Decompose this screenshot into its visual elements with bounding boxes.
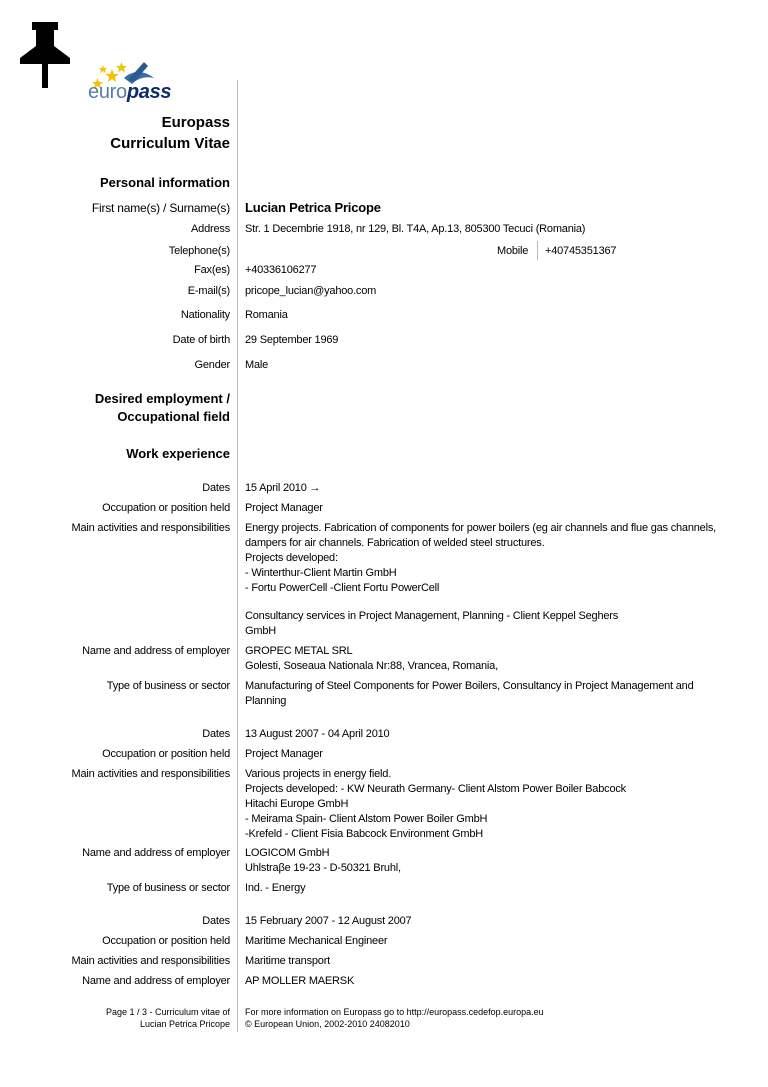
europass-logo-text: europass bbox=[88, 81, 172, 103]
email-label: E-mail(s) bbox=[187, 285, 230, 297]
activities-value: Energy projects. Fabrication of components for power boilers (eg air channels and flue gas channels, dampers for air channels. Fabrication of welded steel structures. Projects developed: - Winterthur-Client Martin GmbH - Fortu PowerCell -Client Fortu PowerCell bbox=[245, 522, 716, 594]
cv-title-line1: Europass bbox=[161, 114, 230, 131]
occupation-value: Project Manager bbox=[245, 502, 323, 514]
employer-value: AP MOLLER MAERSK bbox=[245, 975, 355, 987]
address-value: Str. 1 Decembrie 1918, nr 129, Bl. T4A, Ap.13, 805300 Tecuci (Romania) bbox=[245, 223, 586, 235]
cv-title-line2: Curriculum Vitae bbox=[110, 135, 230, 152]
occupation-label: Occupation or position held bbox=[102, 748, 230, 760]
occupation-value: Maritime Mechanical Engineer bbox=[245, 935, 388, 947]
activities-value: Maritime transport bbox=[245, 955, 331, 967]
activities-value-consultancy: Consultancy services in Project Management, Planning - Client Keppel Seghers GmbH bbox=[245, 610, 619, 637]
fax-value: +40336106277 bbox=[245, 264, 317, 276]
occupation-value: Project Manager bbox=[245, 748, 323, 760]
column-divider bbox=[237, 80, 238, 1032]
nationality-label: Nationality bbox=[180, 309, 230, 321]
footer-info bbox=[245, 1006, 544, 1030]
business-value: Manufacturing of Steel Components for Power Boilers, Consultancy in Project Management and Planning bbox=[245, 680, 694, 707]
desired-employment-heading-line1: Desired employment / bbox=[94, 391, 230, 406]
employer-value: GROPEC METAL SRL Golesti, Soseaua Nationala Nr:88, Vrancea, Romania, bbox=[245, 645, 498, 672]
employer-label: Name and address of employer bbox=[82, 645, 230, 657]
activities-value: Various projects in energy field. Projects developed: - KW Neurath Germany- Client Alstom Power Boiler Babcock Hitachi Europe GmbH - Meirama Spain- Client Alstom Power Boiler GmbH -Krefeld - Client Fisia Babcock Environment GmbH bbox=[245, 768, 626, 840]
desired-employment-heading-line2: Occupational field bbox=[117, 409, 230, 424]
work-experience-heading: Work experience bbox=[126, 446, 230, 461]
mobile-label: Mobile bbox=[497, 245, 529, 257]
dob-label: Date of birth bbox=[172, 334, 230, 346]
nationality-value: Romania bbox=[245, 309, 288, 321]
footer-page-info bbox=[70, 1006, 230, 1030]
mobile-divider bbox=[537, 241, 538, 260]
footer-owner-line: Lucian Petrica Pricope bbox=[139, 1019, 230, 1029]
gender-value: Male bbox=[245, 359, 269, 371]
footer-copyright-line: © European Union, 2002-2010 24082010 bbox=[245, 1019, 410, 1029]
dates-value: 15 February 2007 - 12 August 2007 bbox=[245, 915, 412, 927]
gender-label: Gender bbox=[194, 359, 230, 371]
employer-value: LOGICOM GmbH Uhlstraβe 19-23 - D-50321 Bruhl, bbox=[245, 847, 401, 874]
dates-value: 13 August 2007 - 04 April 2010 bbox=[245, 728, 390, 740]
dates-label: Dates bbox=[202, 482, 230, 494]
dates-label: Dates bbox=[202, 728, 230, 740]
occupation-label: Occupation or position held bbox=[102, 502, 230, 514]
name-value: Lucian Petrica Pricope bbox=[245, 200, 381, 215]
activities-label: Main activities and responsibilities bbox=[71, 522, 230, 534]
dob-value: 29 September 1969 bbox=[245, 334, 339, 346]
business-label: Type of business or sector bbox=[106, 680, 230, 692]
footer-link-line: For more information on Europass go to http://europass.cedefop.europa.eu bbox=[245, 1007, 544, 1017]
name-label: First name(s) / Surname(s) bbox=[91, 201, 230, 215]
telephone-label: Telephone(s) bbox=[168, 245, 230, 257]
address-label: Address bbox=[191, 223, 230, 235]
dates-label: Dates bbox=[202, 915, 230, 927]
business-label: Type of business or sector bbox=[106, 882, 230, 894]
occupation-label: Occupation or position held bbox=[102, 935, 230, 947]
activities-label: Main activities and responsibilities bbox=[71, 955, 230, 967]
business-value: Ind. - Energy bbox=[245, 882, 306, 894]
fax-label: Fax(es) bbox=[194, 264, 230, 276]
mobile-value: +40745351367 bbox=[545, 245, 617, 257]
employer-label: Name and address of employer bbox=[82, 975, 230, 987]
activities-label: Main activities and responsibilities bbox=[71, 768, 230, 780]
dates-value: 15 April 2010 → bbox=[245, 482, 321, 494]
footer-page-line: Page 1 / 3 - Curriculum vitae of bbox=[105, 1007, 230, 1017]
pushpin-icon bbox=[12, 18, 78, 88]
employer-label: Name and address of employer bbox=[82, 847, 230, 859]
personal-information-heading: Personal information bbox=[99, 175, 230, 190]
email-value: pricope_lucian@yahoo.com bbox=[245, 285, 377, 297]
